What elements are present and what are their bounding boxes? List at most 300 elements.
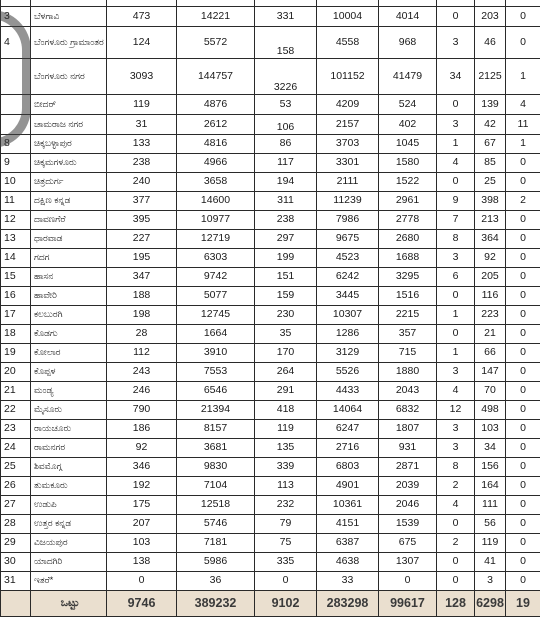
- data-cell: 4433: [317, 382, 379, 401]
- table-row: [1, 95, 540, 115]
- data-cell: 2778: [379, 211, 437, 230]
- data-cell: 0: [506, 154, 540, 173]
- data-cell: 5986: [177, 553, 255, 572]
- total-cell: 128: [437, 591, 475, 617]
- data-cell: 119: [107, 95, 177, 115]
- data-cell: 8: [437, 458, 475, 477]
- serial-number: [1, 59, 31, 95]
- data-cell: 1286: [317, 325, 379, 344]
- data-cell: 418: [255, 401, 317, 420]
- table-row: [1, 192, 540, 211]
- data-cell: 14600: [177, 192, 255, 211]
- district-name: ವಿಜಯಪುರ: [31, 534, 107, 553]
- data-cell: 8: [437, 230, 475, 249]
- data-cell: 135: [255, 439, 317, 458]
- district-name: ಕಲಬುರಗಿ: [31, 306, 107, 325]
- district-name: ಇತರೆ*: [31, 572, 107, 591]
- total-cell: 19: [506, 591, 540, 617]
- data-cell: 0: [506, 325, 540, 344]
- table-row: [1, 154, 540, 173]
- data-cell: 4151: [317, 515, 379, 534]
- data-cell: 170: [255, 344, 317, 363]
- data-cell: 232: [255, 496, 317, 515]
- data-cell: 186: [107, 420, 177, 439]
- data-cell: 2961: [379, 192, 437, 211]
- data-cell: 2039: [379, 477, 437, 496]
- data-cell: 223: [475, 306, 506, 325]
- data-cell: 3: [437, 439, 475, 458]
- data-cell: 159: [255, 287, 317, 306]
- data-cell: 1045: [379, 135, 437, 154]
- data-cell: 0: [437, 95, 475, 115]
- district-name: ಬೀದರ್: [31, 95, 107, 115]
- data-cell: 4558: [317, 27, 379, 59]
- data-cell: 291: [255, 382, 317, 401]
- data-cell: 0: [506, 572, 540, 591]
- district-name: ಚಿಕ್ಕಮಗಳೂರು: [31, 154, 107, 173]
- district-name: ಗದಗ: [31, 249, 107, 268]
- data-cell: 1307: [379, 553, 437, 572]
- data-cell: 85: [475, 154, 506, 173]
- table-row: [1, 287, 540, 306]
- data-cell: 5526: [317, 363, 379, 382]
- data-cell: 4: [437, 154, 475, 173]
- district-name: ಉತ್ತರ ಕನ್ನಡ: [31, 515, 107, 534]
- data-cell: 4014: [379, 7, 437, 27]
- district-name: ಯಾದಗಿರಿ: [31, 553, 107, 572]
- data-cell: 199: [255, 249, 317, 268]
- data-cell: 3226: [255, 59, 317, 95]
- data-cell: 0: [506, 249, 540, 268]
- data-cell: 10361: [317, 496, 379, 515]
- data-cell: 0: [506, 439, 540, 458]
- data-cell: 5572: [177, 27, 255, 59]
- data-cell: 151: [255, 268, 317, 287]
- data-cell: 188: [107, 287, 177, 306]
- total-label: ಒಟ್ಟು: [31, 591, 107, 617]
- data-cell: 4: [437, 496, 475, 515]
- data-cell: 0: [437, 515, 475, 534]
- data-cell: 1807: [379, 420, 437, 439]
- data-cell: 4966: [177, 154, 255, 173]
- data-cell: 3: [437, 363, 475, 382]
- data-cell: 0: [506, 363, 540, 382]
- data-cell: 3681: [177, 439, 255, 458]
- data-cell: 0: [437, 173, 475, 192]
- data-cell: 5746: [177, 515, 255, 534]
- data-cell: 0: [506, 230, 540, 249]
- data-cell: 6387: [317, 534, 379, 553]
- data-cell: 1: [437, 344, 475, 363]
- data-cell: 12: [437, 401, 475, 420]
- data-cell: 0: [506, 515, 540, 534]
- table-row: [1, 572, 540, 591]
- data-cell: 395: [107, 211, 177, 230]
- data-cell: 1516: [379, 287, 437, 306]
- data-cell: 9: [437, 192, 475, 211]
- table-row: [1, 458, 540, 477]
- data-cell: 377: [107, 192, 177, 211]
- data-cell: 4: [437, 382, 475, 401]
- data-cell: 34: [475, 439, 506, 458]
- district-name: ಬೆಂಗಳೂರು ಗ್ರಾಮಾಂತರ: [31, 27, 107, 59]
- data-cell: 4901: [317, 477, 379, 496]
- data-cell: 243: [107, 363, 177, 382]
- data-cell: 3093: [107, 59, 177, 95]
- data-cell: 79: [255, 515, 317, 534]
- data-cell: 0: [506, 496, 540, 515]
- data-cell: 156: [475, 458, 506, 477]
- data-cell: 213: [475, 211, 506, 230]
- data-cell: 0: [437, 287, 475, 306]
- district-name: ಚಾಮರಾಜ ನಗರ: [31, 115, 107, 135]
- table-row: [1, 553, 540, 572]
- district-name: ಹಾಸನ: [31, 268, 107, 287]
- data-cell: 3910: [177, 344, 255, 363]
- serial-number: 9: [1, 154, 31, 173]
- data-cell: 33: [317, 572, 379, 591]
- serial-number: 22: [1, 401, 31, 420]
- table-row: [1, 477, 540, 496]
- district-name: ಮೈಸೂರು: [31, 401, 107, 420]
- data-cell: 10004: [317, 7, 379, 27]
- data-cell: 66: [475, 344, 506, 363]
- data-cell: 524: [379, 95, 437, 115]
- district-name: ಚಿತ್ರದುರ್ಗ: [31, 173, 107, 192]
- serial-number: 12: [1, 211, 31, 230]
- table-row: [1, 439, 540, 458]
- data-cell: 0: [506, 268, 540, 287]
- serial-number: 24: [1, 439, 31, 458]
- data-cell: 1: [437, 135, 475, 154]
- serial-number: 8: [1, 135, 31, 154]
- data-cell: 402: [379, 115, 437, 135]
- data-cell: 195: [107, 249, 177, 268]
- data-cell: 2157: [317, 115, 379, 135]
- data-cell: 1664: [177, 325, 255, 344]
- table-row: [1, 515, 540, 534]
- data-cell: 75: [255, 534, 317, 553]
- table-row: [1, 59, 540, 95]
- serial-number: 31: [1, 572, 31, 591]
- data-cell: 4638: [317, 553, 379, 572]
- district-name: ಧಾರವಾಡ: [31, 230, 107, 249]
- data-cell: 246: [107, 382, 177, 401]
- data-cell: 70: [475, 382, 506, 401]
- data-cell: 0: [379, 572, 437, 591]
- serial-number: 13: [1, 230, 31, 249]
- data-cell: 931: [379, 439, 437, 458]
- data-cell: 116: [475, 287, 506, 306]
- data-cell: 205: [475, 268, 506, 287]
- district-name: ಮಂಡ್ಯ: [31, 382, 107, 401]
- table-row: [1, 382, 540, 401]
- data-cell: 6832: [379, 401, 437, 420]
- data-cell: 331: [255, 7, 317, 27]
- data-cell: 111: [475, 496, 506, 515]
- data-cell: 6242: [317, 268, 379, 287]
- data-cell: 0: [506, 534, 540, 553]
- data-cell: 0: [506, 306, 540, 325]
- district-name: ತುಮಕೂರು: [31, 477, 107, 496]
- data-cell: 9830: [177, 458, 255, 477]
- data-cell: 11: [506, 115, 540, 135]
- district-name: ಬೆಂಗಳೂರು ನಗರ: [31, 59, 107, 95]
- serial-number: 29: [1, 534, 31, 553]
- data-cell: 0: [506, 27, 540, 59]
- data-cell: 335: [255, 553, 317, 572]
- data-cell: 346: [107, 458, 177, 477]
- table-row: [1, 420, 540, 439]
- data-cell: 2680: [379, 230, 437, 249]
- data-cell: 41: [475, 553, 506, 572]
- total-cell: 9746: [107, 591, 177, 617]
- serial-number: 18: [1, 325, 31, 344]
- table-row: [1, 115, 540, 135]
- data-cell: 175: [107, 496, 177, 515]
- serial-number: 20: [1, 363, 31, 382]
- data-cell: 133: [107, 135, 177, 154]
- data-cell: 0: [506, 420, 540, 439]
- data-cell: 35: [255, 325, 317, 344]
- data-cell: 227: [107, 230, 177, 249]
- data-cell: 10307: [317, 306, 379, 325]
- serial-number: [1, 115, 31, 135]
- data-cell: 2215: [379, 306, 437, 325]
- total-cell: 9102: [255, 591, 317, 617]
- data-cell: 21394: [177, 401, 255, 420]
- data-cell: 2125: [475, 59, 506, 95]
- data-cell: 715: [379, 344, 437, 363]
- data-cell: 5077: [177, 287, 255, 306]
- data-cell: 2716: [317, 439, 379, 458]
- serial-number: 4: [1, 27, 31, 59]
- serial-number: 25: [1, 458, 31, 477]
- serial-number: 11: [1, 192, 31, 211]
- data-cell: 1580: [379, 154, 437, 173]
- data-cell: 0: [506, 477, 540, 496]
- data-cell: 3129: [317, 344, 379, 363]
- district-name: ರಾಯಚೂರು: [31, 420, 107, 439]
- data-cell: 4523: [317, 249, 379, 268]
- total-cell: 6298: [475, 591, 506, 617]
- table-row: [1, 363, 540, 382]
- data-cell: 42: [475, 115, 506, 135]
- data-cell: 12745: [177, 306, 255, 325]
- data-cell: 113: [255, 477, 317, 496]
- data-cell: 103: [475, 420, 506, 439]
- data-cell: 92: [107, 439, 177, 458]
- data-cell: 347: [107, 268, 177, 287]
- data-cell: 41479: [379, 59, 437, 95]
- data-cell: 158: [255, 27, 317, 59]
- data-cell: 10977: [177, 211, 255, 230]
- data-cell: 7104: [177, 477, 255, 496]
- data-cell: 8157: [177, 420, 255, 439]
- serial-number: 26: [1, 477, 31, 496]
- data-cell: 675: [379, 534, 437, 553]
- data-cell: 7: [437, 211, 475, 230]
- data-cell: 0: [506, 344, 540, 363]
- data-cell: 2043: [379, 382, 437, 401]
- data-cell: 0: [506, 211, 540, 230]
- table-row: [1, 306, 540, 325]
- data-cell: 9675: [317, 230, 379, 249]
- data-cell: 0: [437, 325, 475, 344]
- data-cell: 0: [506, 382, 540, 401]
- district-name: ಕೊಡಗು: [31, 325, 107, 344]
- data-cell: 28: [107, 325, 177, 344]
- serial-number: 3: [1, 7, 31, 27]
- serial-number: 14: [1, 249, 31, 268]
- serial-number: 19: [1, 344, 31, 363]
- data-cell: 36: [177, 572, 255, 591]
- data-cell: 4: [506, 95, 540, 115]
- data-cell: 6546: [177, 382, 255, 401]
- data-cell: 117: [255, 154, 317, 173]
- data-cell: 498: [475, 401, 506, 420]
- data-cell: 9742: [177, 268, 255, 287]
- data-cell: 364: [475, 230, 506, 249]
- data-cell: 144757: [177, 59, 255, 95]
- table-row: [1, 496, 540, 515]
- total-serial-cell: [1, 591, 31, 617]
- data-cell: 1: [437, 306, 475, 325]
- data-cell: 3: [437, 249, 475, 268]
- data-cell: 12719: [177, 230, 255, 249]
- serial-number: 28: [1, 515, 31, 534]
- data-cell: 103: [107, 534, 177, 553]
- table-row: [1, 344, 540, 363]
- data-cell: 3: [437, 420, 475, 439]
- data-cell: 357: [379, 325, 437, 344]
- data-cell: 0: [437, 572, 475, 591]
- data-cell: 14064: [317, 401, 379, 420]
- data-cell: 2046: [379, 496, 437, 515]
- data-cell: 25: [475, 173, 506, 192]
- data-cell: 0: [506, 401, 540, 420]
- data-cell: 101152: [317, 59, 379, 95]
- serial-number: 27: [1, 496, 31, 515]
- serial-number: 15: [1, 268, 31, 287]
- data-cell: 4816: [177, 135, 255, 154]
- data-cell: 3: [437, 115, 475, 135]
- data-cell: 164: [475, 477, 506, 496]
- data-cell: 2612: [177, 115, 255, 135]
- data-cell: 138: [107, 553, 177, 572]
- total-cell: 99617: [379, 591, 437, 617]
- data-cell: 46: [475, 27, 506, 59]
- data-cell: 194: [255, 173, 317, 192]
- data-cell: 4209: [317, 95, 379, 115]
- data-cell: 3445: [317, 287, 379, 306]
- data-cell: 147: [475, 363, 506, 382]
- data-cell: 3301: [317, 154, 379, 173]
- data-cell: 2111: [317, 173, 379, 192]
- data-cell: 56: [475, 515, 506, 534]
- data-cell: 34: [437, 59, 475, 95]
- district-name: ಉಡುಪಿ: [31, 496, 107, 515]
- data-cell: 7181: [177, 534, 255, 553]
- serial-number: 30: [1, 553, 31, 572]
- data-cell: 238: [107, 154, 177, 173]
- data-cell: 0: [255, 572, 317, 591]
- data-cell: 1522: [379, 173, 437, 192]
- data-cell: 3703: [317, 135, 379, 154]
- data-cell: 7986: [317, 211, 379, 230]
- data-cell: 240: [107, 173, 177, 192]
- data-cell: 53: [255, 95, 317, 115]
- data-cell: 0: [506, 553, 540, 572]
- serial-number: 21: [1, 382, 31, 401]
- data-cell: 968: [379, 27, 437, 59]
- data-cell: 6803: [317, 458, 379, 477]
- data-cell: 3658: [177, 173, 255, 192]
- serial-number: [1, 95, 31, 115]
- data-cell: 238: [255, 211, 317, 230]
- district-name: ಶಿವಮೊಗ್ಗ: [31, 458, 107, 477]
- data-cell: 7553: [177, 363, 255, 382]
- data-cell: 31: [107, 115, 177, 135]
- data-cell: 297: [255, 230, 317, 249]
- district-name: ಕೋಲಾರ: [31, 344, 107, 363]
- data-cell: 1880: [379, 363, 437, 382]
- table-row: [1, 268, 540, 287]
- data-cell: 1688: [379, 249, 437, 268]
- district-name: ಹಾವೇರಿ: [31, 287, 107, 306]
- data-cell: 790: [107, 401, 177, 420]
- data-cell: 2871: [379, 458, 437, 477]
- data-cell: 0: [437, 7, 475, 27]
- district-name: ದಾವಣಗೆರೆ: [31, 211, 107, 230]
- serial-number: 10: [1, 173, 31, 192]
- data-cell: 21: [475, 325, 506, 344]
- data-cell: 67: [475, 135, 506, 154]
- table-row: [1, 135, 540, 154]
- data-cell: 398: [475, 192, 506, 211]
- data-cell: 3: [437, 27, 475, 59]
- district-name: ಚಿಕ್ಕಬಳ್ಳಾಪುರ: [31, 135, 107, 154]
- data-cell: 0: [506, 7, 540, 27]
- total-row: [1, 591, 540, 617]
- district-name: ದಕ್ಷಿಣ ಕನ್ನಡ: [31, 192, 107, 211]
- data-cell: 198: [107, 306, 177, 325]
- data-cell: 2: [506, 192, 540, 211]
- data-cell: 473: [107, 7, 177, 27]
- data-cell: 3: [475, 572, 506, 591]
- table-row: [1, 401, 540, 420]
- total-cell: 389232: [177, 591, 255, 617]
- table-row: [1, 249, 540, 268]
- data-cell: 11239: [317, 192, 379, 211]
- data-cell: 0: [506, 173, 540, 192]
- data-cell: 119: [255, 420, 317, 439]
- data-cell: 4876: [177, 95, 255, 115]
- table-row: [1, 7, 540, 27]
- data-cell: 192: [107, 477, 177, 496]
- data-cell: 0: [506, 287, 540, 306]
- data-cell: 264: [255, 363, 317, 382]
- data-cell: 1539: [379, 515, 437, 534]
- district-name: ಕೊಪ್ಪಳ: [31, 363, 107, 382]
- data-cell: 124: [107, 27, 177, 59]
- serial-number: 17: [1, 306, 31, 325]
- data-cell: 6: [437, 268, 475, 287]
- table-row: [1, 325, 540, 344]
- data-cell: 6303: [177, 249, 255, 268]
- data-cell: 2: [437, 534, 475, 553]
- data-cell: 2: [437, 477, 475, 496]
